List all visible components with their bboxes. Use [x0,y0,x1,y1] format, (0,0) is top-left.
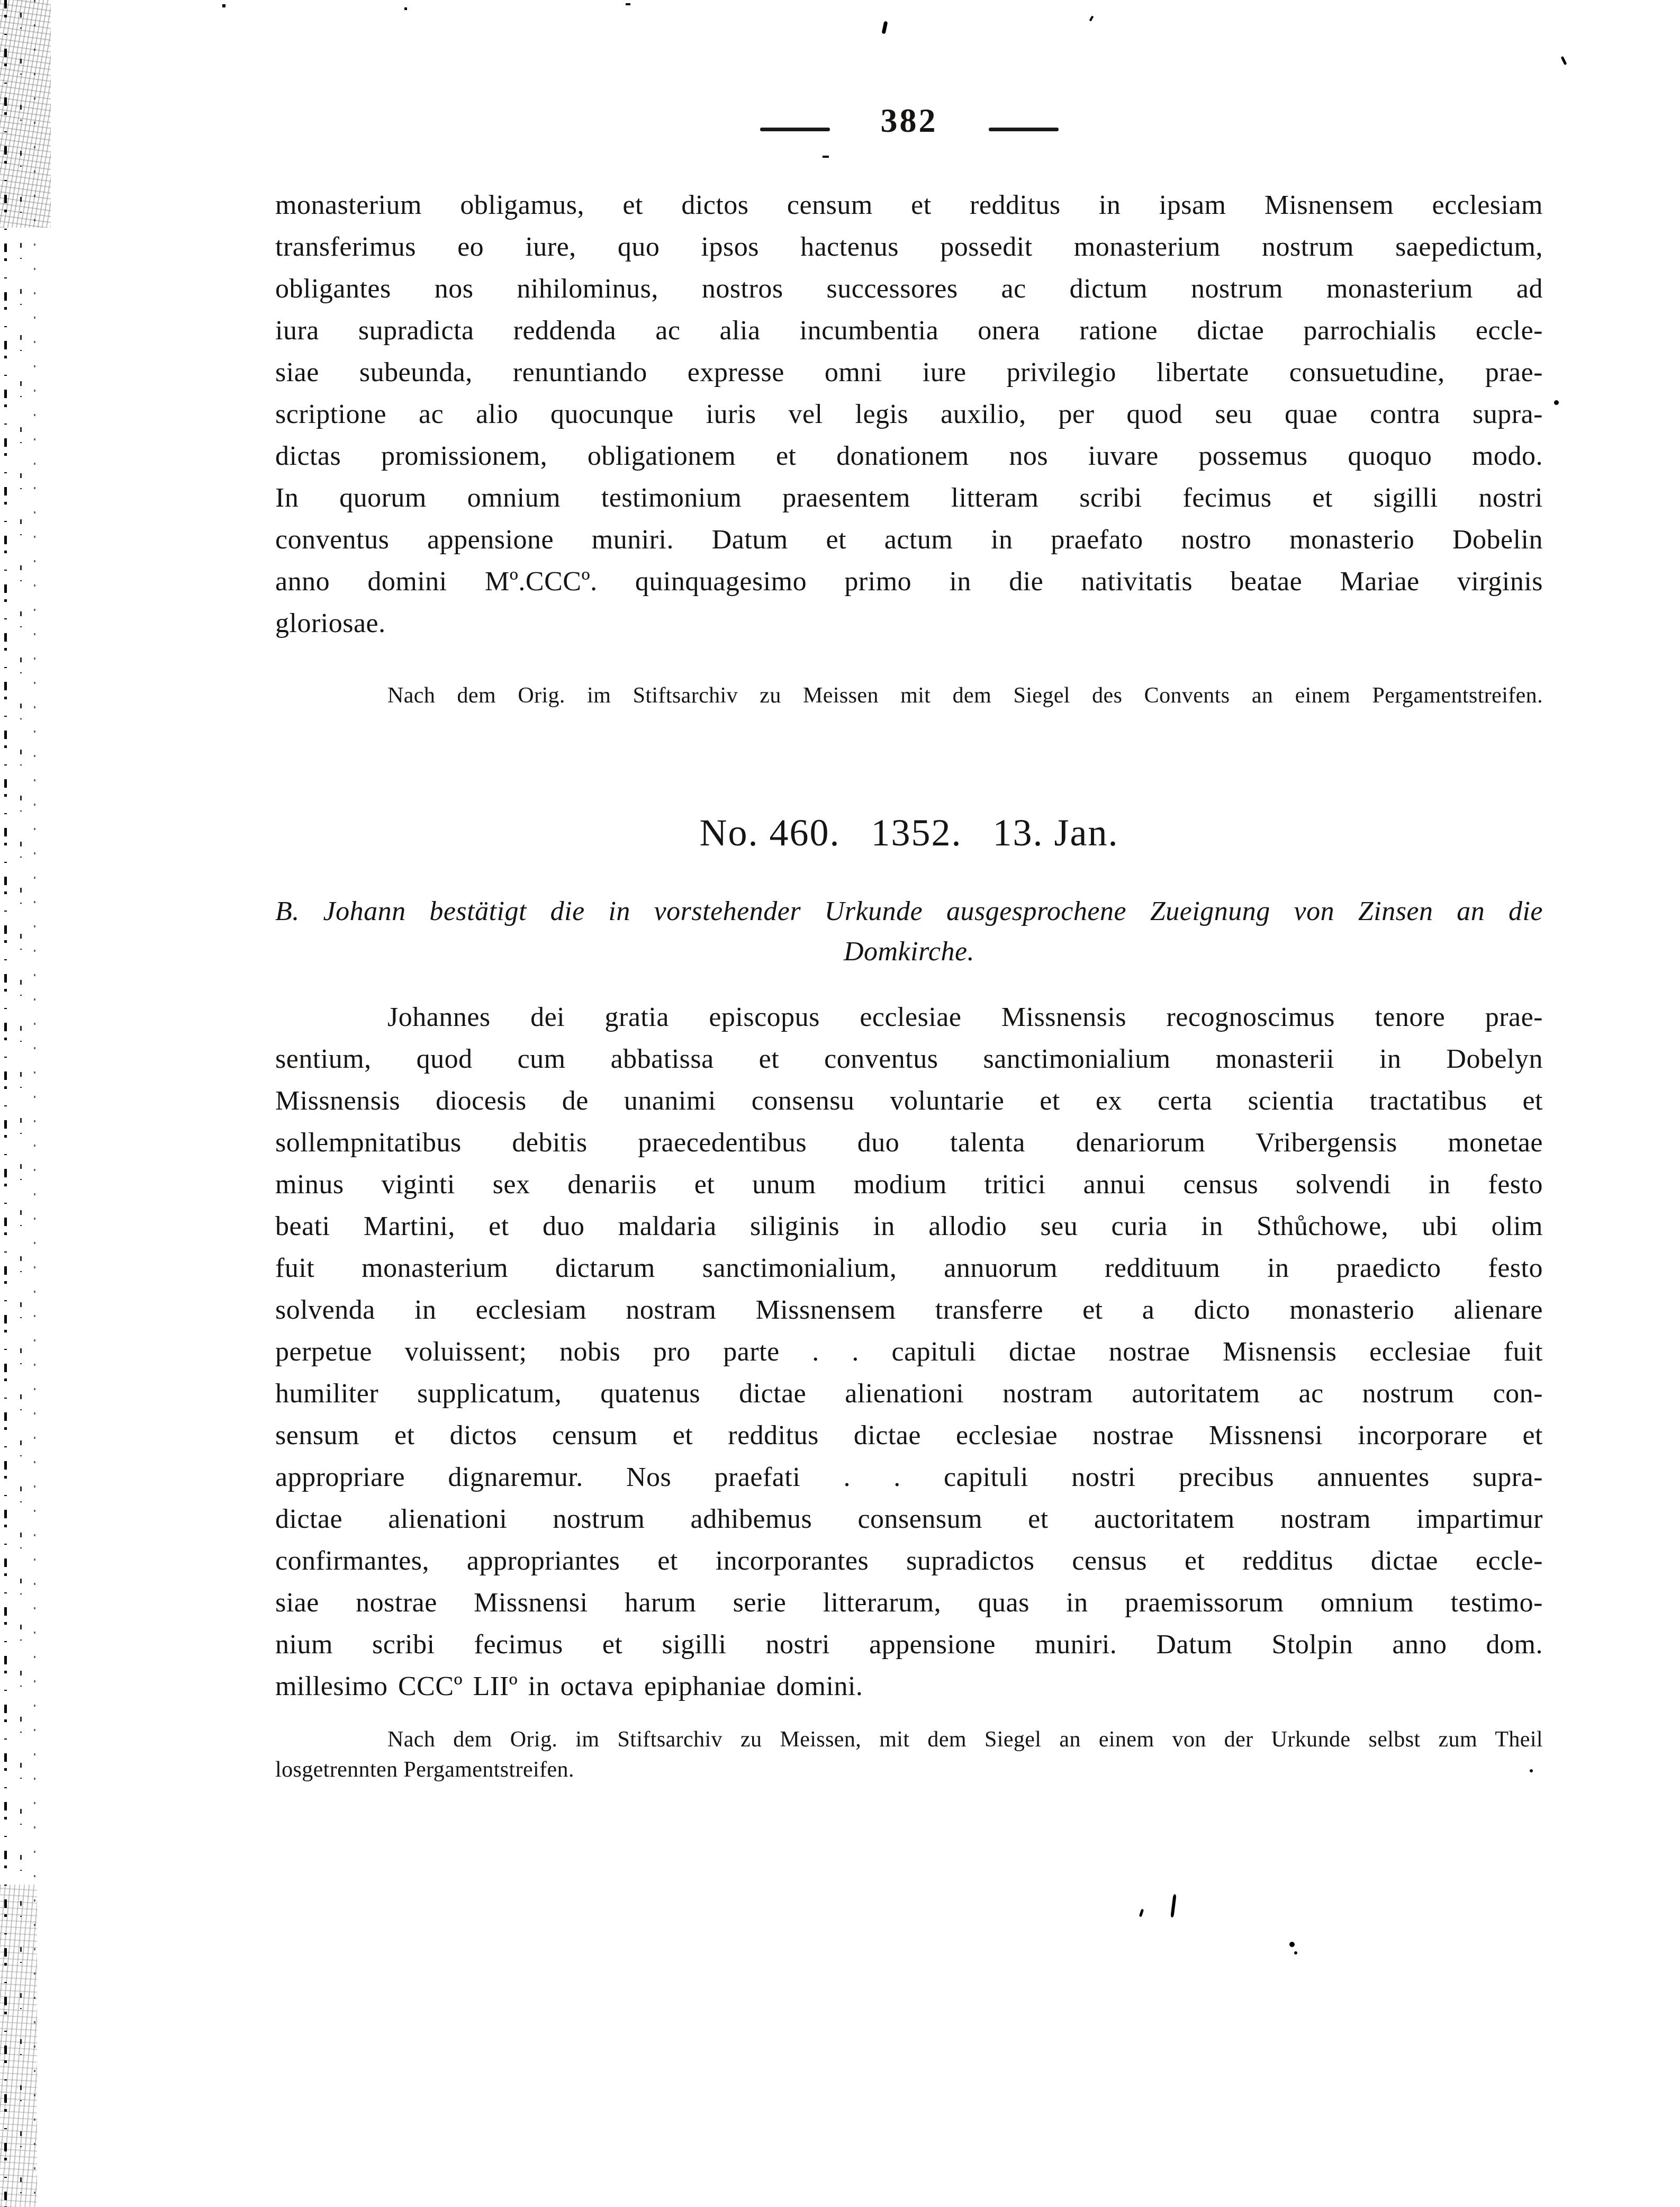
ink-speck [1170,1894,1176,1917]
scan-gutter-noise [20,0,22,2207]
text-line: nium scribi fecimus et sigilli nostri appensione muniri. Datum Stolpin anno dom. [275,1629,1543,1660]
text-line: In quorum omnium testimonium praesentem litteram scribi fecimus et sigilli nostri [275,483,1543,513]
summary-line: Domkirche. [843,936,975,967]
text-line: obligantes nos nihilominus, nostros successores ac dictum nostrum monasterium ad [275,274,1543,304]
source-note-line: Nach dem Orig. im Stiftsarchiv zu Meissen, mit dem Siegel an einem von der Urkunde selbst zum Theil [387,1727,1543,1752]
entry-heading [275,812,1543,854]
text-line: transferimus eo iure, quo ipsos hactenus possedit monasterium nostrum saepedictum, [275,232,1543,262]
scan-gutter-noise [34,0,35,2207]
entry-year: 1352. [871,812,962,854]
text-line: minus viginti sex denariis et unum modium tritici annui census solvendi in festo [275,1169,1543,1200]
charter-460-text [275,996,1543,1707]
text-line: confirmantes, appropriantes et incorporantes supradictos census et redditus dictae eccle- [275,1546,1543,1576]
charter-text-continuation [275,184,1543,644]
text-line: beati Martini, et duo maldaria siliginis in allodio seu curia in Sthůchowe, ubi olim [275,1211,1543,1241]
text-line: fuit monasterium dictarum sanctimonialium, annuorum reddituum in praedicto festo [275,1253,1543,1283]
ink-speck [222,4,225,7]
ink-speck [823,156,829,158]
page-number: 382 [880,102,938,139]
source-note-line: Nach dem Orig. im Stiftsarchiv zu Meissen mit dem Siegel des Convents an einem Pergamentstreifen. [387,683,1543,708]
text-line: solvenda in ecclesiam nostram Missnensem transferre et a dicto monasterio alienare [275,1295,1543,1325]
text-line: conventus appensione muniri. Datum et actum in praefato nostro monasterio Dobelin [275,525,1543,555]
ink-speck [1289,1942,1295,1947]
text-line: scriptione ac alio quocunque iuris vel legis auxilio, per quod seu quae contra supra- [275,399,1543,429]
text-line: iura supradicta reddenda ac alia incumbentia onera ratione dictae parrochialis eccle- [275,316,1543,346]
text-line: sollempnitatibus debitis praecedentibus duo talenta denariorum Vribergensis monetae [275,1128,1543,1158]
ink-speck [404,7,407,10]
ink-speck [882,21,888,34]
text-line: dictae alienationi nostrum adhibemus consensum et auctoritatem nostram impartimur [275,1504,1543,1534]
text-line: monasterium obligamus, et dictos censum et redditus in ipsam Misnensem ecclesiam [275,190,1543,220]
text-line: sentium, quod cum abbatissa et conventus sanctimonialium monasterii in Dobelyn [275,1044,1543,1074]
scan-gutter-noise [0,0,51,228]
source-note [275,1725,1543,1785]
text-line: millesimo CCCº LIIº in octava epiphaniae domini. [275,1671,863,1701]
scan-gutter-noise [0,1885,37,2207]
entry-number: No. 460. [699,812,841,854]
header-dash-left [760,128,830,131]
ink-speck [1561,56,1567,65]
source-note [275,681,1543,711]
source-note-line: losgetrennten Pergamentstreifen. [275,1758,574,1782]
text-line: appropriare dignaremur. Nos praefati . . capituli nostri precibus annuentes supra- [275,1462,1543,1492]
text-line: siae subeunda, renuntiando expresse omni iure privilegio libertate consuetudine, prae- [275,357,1543,388]
entry-date: 13. Jan. [992,812,1119,854]
text-line: siae nostrae Missnensi harum serie litterarum, quas in praemissorum omnium testimo- [275,1588,1543,1618]
text-line: Johannes dei gratia episcopus ecclesiae Missnensis recognoscimus tenore prae- [387,1002,1543,1032]
text-line: Missnensis diocesis de unanimi consensu voluntarie et ex certa scientia tractatibus et [275,1086,1543,1116]
text-line: sensum et dictos censum et redditus dictae ecclesiae nostrae Missnensi incorporare et [275,1420,1543,1451]
scan-gutter-noise [4,0,7,2207]
text-line: gloriosae. [275,608,386,638]
ink-speck [626,3,630,5]
summary-line: B. Johann bestätigt die in vorstehender Urkunde ausgesprochene Zueignung von Zinsen an die [275,896,1543,926]
text-line: perpetue voluissent; nobis pro parte . . capituli dictae nostrae Misnensis ecclesiae fuit [275,1337,1543,1367]
text-line: anno domini Mº.CCCº. quinquagesimo primo in die nativitatis beatae Mariae virginis [275,566,1543,597]
entry-summary [275,891,1543,972]
ink-speck [1139,1909,1144,1917]
text-line: dictas promissionem, obligationem et donationem nos iuvare possemus quoquo modo. [275,441,1543,471]
header-dash-right [989,128,1059,131]
text-line: humiliter supplicatum, quatenus dictae alienationi nostram autoritatem ac nostrum con- [275,1379,1543,1409]
ink-speck [1554,400,1559,405]
ink-speck [1089,16,1094,22]
page-header [275,104,1543,141]
